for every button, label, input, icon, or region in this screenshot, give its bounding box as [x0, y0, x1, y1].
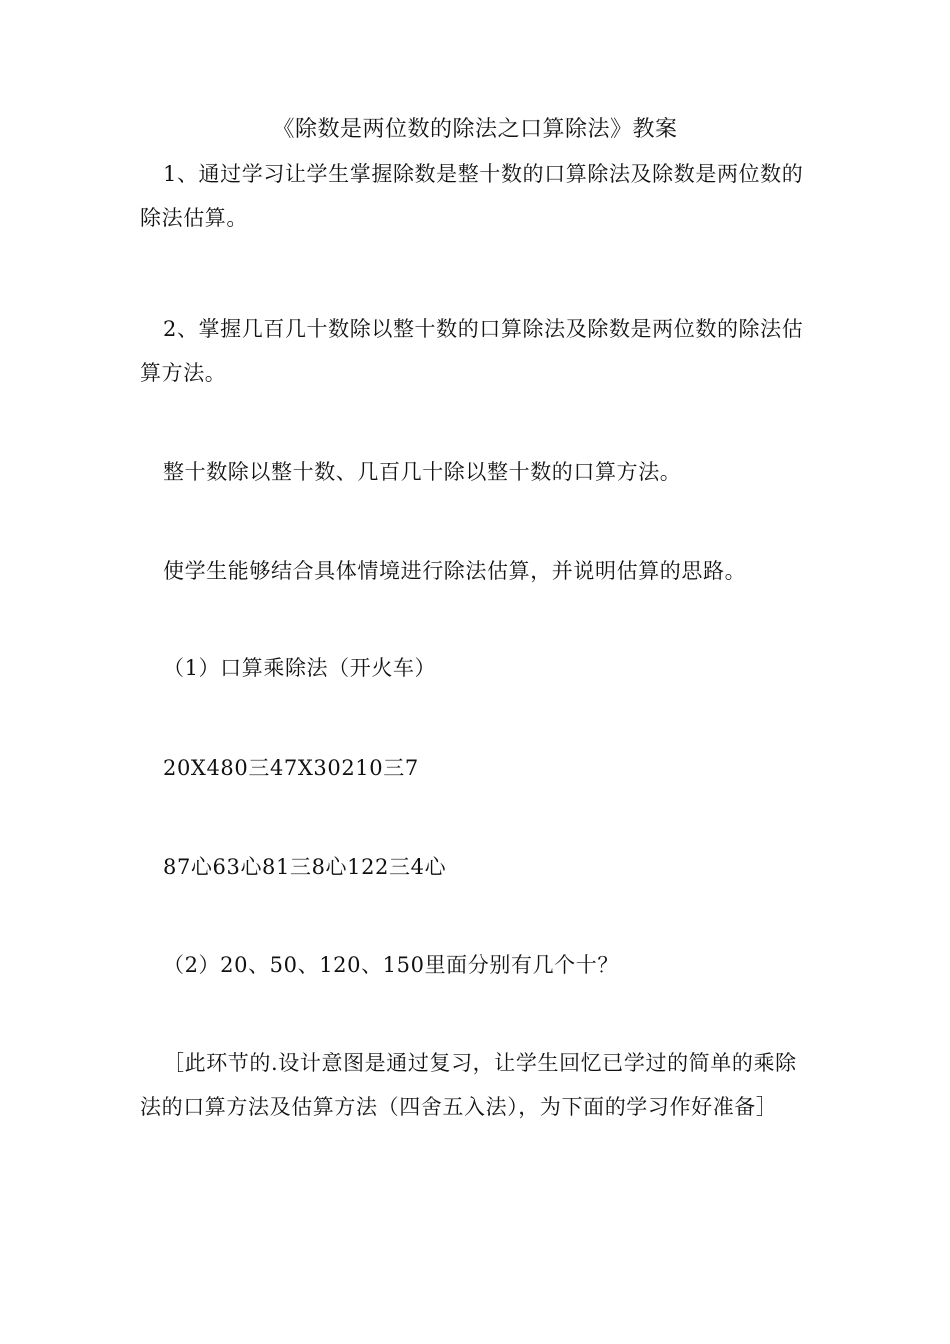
document-title: 《除数是两位数的除法之口算除法》教案	[272, 117, 678, 142]
paragraph-exercise-line-1: 20X480三47X30210三7	[163, 756, 419, 780]
paragraph-objective-1: 1、通过学习让学生掌握除数是整十数的口算除法及除数是两位数的除法估算。	[140, 162, 804, 230]
paragraph-objective-2: 2、掌握几百几十数除以整十数的口算除法及除数是两位数的除法估算方法。	[140, 317, 804, 385]
paragraph-oral-calc-heading: （1）口算乘除法（开火车）	[163, 656, 437, 680]
paragraph-design-intent: ［此环节的.设计意图是通过复习，让学生回忆已学过的简单的乘除法的口算方法及估算方法（四舍五入法），为下面的学习作好准备］	[140, 1051, 797, 1119]
paragraph-question-tens: （2）20、50、120、150里面分别有几个十？	[163, 953, 619, 977]
paragraph-key-point: 整十数除以整十数、几百几十除以整十数的口算方法。	[163, 460, 682, 484]
paragraph-difficulty: 使学生能够结合具体情境进行除法估算，并说明估算的思路。	[163, 559, 747, 583]
paragraph-exercise-line-2: 87心63心81三8心122三4心	[163, 855, 447, 879]
